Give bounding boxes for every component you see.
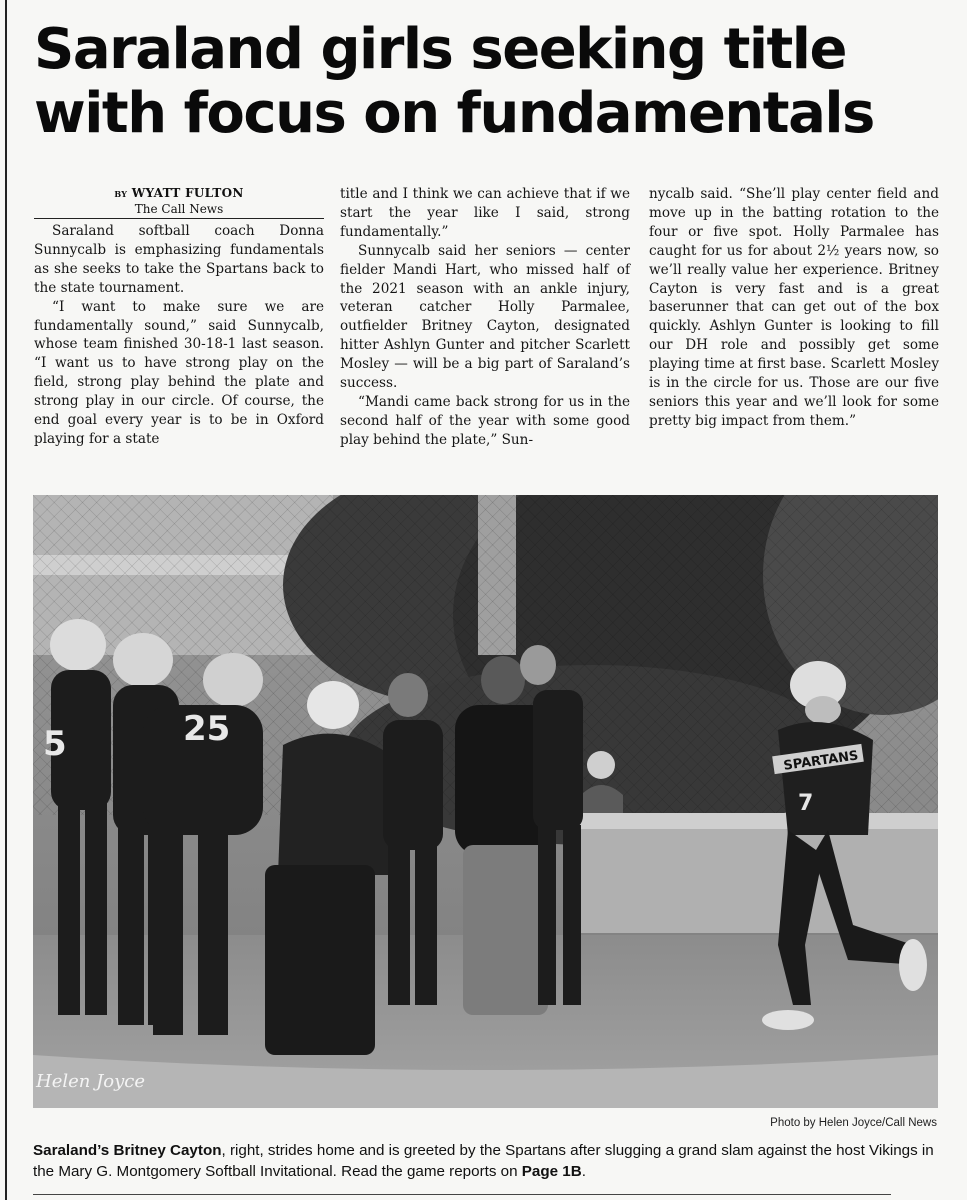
caption-page-reference: Page 1B <box>521 1163 582 1180</box>
photo-caption <box>33 1140 943 1182</box>
byline-author: WYATT FULTON <box>131 186 244 200</box>
headline-line-2: with focus on fundamentals <box>34 81 874 146</box>
paragraph: “I want to make sure we are fundamentally sound,” said Sunnycalb, whose team finished 30-18-1 last season. “I want us to have strong play on the field, strong play behind the plate and strong play in our circle. Of course, the end goal every year is to be in Oxford playing for a state <box>34 298 324 447</box>
page-margin-rule <box>5 0 7 1200</box>
paragraph: Saraland softball coach Donna Sunnycalb is emphasizing fundamentals as she seeks to take the Spartans back to the state tournament. <box>34 223 324 296</box>
byline-divider <box>34 218 324 219</box>
article-column-2 <box>340 185 630 450</box>
paragraph: “Mandi came back strong for us in the second half of the year with some good play behind the plate,” Sun- <box>340 393 630 448</box>
runner-jersey-number: 7 <box>798 791 814 816</box>
paragraph: title and I think we can achieve that if we start the year like I said, strong fundamentally.” <box>340 186 630 240</box>
bottom-divider <box>33 1194 891 1195</box>
article-column-1 <box>34 222 324 449</box>
article-column-3 <box>649 185 939 431</box>
photographer-watermark: Helen Joyce <box>36 1071 146 1092</box>
caption-end: . <box>581 1163 586 1180</box>
paragraph: nycalb said. “She’ll play center field and move up in the batting rotation to the four or five spot. Holly Parmalee has caught for us for about 2½ years now, so we’ll really value her experience. Britney Cayton is very fast and is a great baserunner that can get out of the box quickly. Ashlyn Gunter is looking to fill our DH role and possibly get some playing time at first base. Scarlett Mosley is in the circle for us. Those are our five seniors this year and we’ll look for some pretty big impact from them.” <box>649 186 939 429</box>
headline <box>34 18 944 146</box>
svg-text:5: 5 <box>43 724 67 764</box>
caption-lead: Saraland’s Britney Cayton <box>33 1142 222 1159</box>
byline-organization: The Call News <box>134 202 224 216</box>
runner-jersey-text: SPARTANS <box>782 748 860 774</box>
paragraph: Sunnycalb said her seniors — center fielder Mandi Hart, who missed half of the 2021 season with an ankle injury, veteran catcher Holly Parmalee, outfielder Britney Cayton, designated hitter Ashlyn Gunter and pitcher Scarlett Mosley — will be a big part of Saraland’s success. <box>340 242 630 392</box>
photo-illustration <box>33 495 938 1108</box>
byline <box>34 186 324 217</box>
caption-body: , right, strides home and is greeted by the Spartans after slugging a grand slam against the host Vikings in the Mary G. Montgomery Softball Invitational. Read the game reports on <box>33 1142 934 1180</box>
softball-team-photo <box>33 495 938 1108</box>
byline-by: BY <box>114 189 128 199</box>
jersey-back-number: 25 <box>183 709 231 749</box>
photo-credit: Photo by Helen Joyce/Call News <box>770 1117 937 1129</box>
headline-line-1: Saraland girls seeking title <box>34 17 846 82</box>
